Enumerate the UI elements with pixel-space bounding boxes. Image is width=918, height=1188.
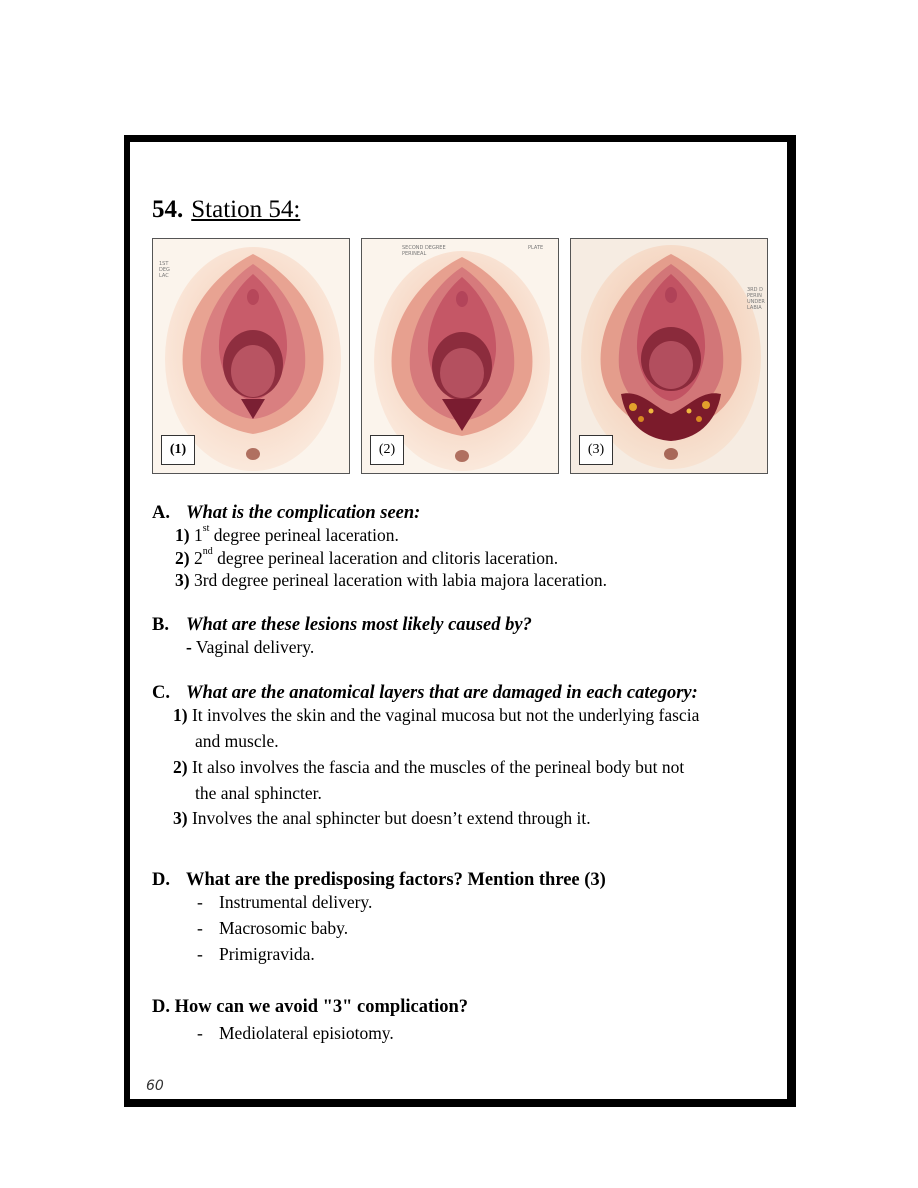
answer-a-2-ordinal: 2 xyxy=(193,548,203,568)
answer-c-3-text: Involves the anal sphincter but doesn’t extend through it. xyxy=(191,808,591,828)
answer-c-2-num: 2) xyxy=(173,757,188,777)
answer-b-text: Vaginal delivery. xyxy=(195,637,315,657)
question-d-factors-text: What are the predisposing factors? Mention three (3) xyxy=(186,870,606,890)
figure-1 xyxy=(152,238,350,474)
answer-a-1-text: degree perineal laceration. xyxy=(209,525,399,545)
answer-c-3 xyxy=(173,808,591,829)
question-a-letter: A. xyxy=(152,503,170,523)
answer-d-factor-2-text: Macrosomic baby. xyxy=(219,918,349,938)
answer-d-factor-3: - Primigravida. xyxy=(197,944,315,964)
question-a xyxy=(152,503,420,524)
answer-c-2-line2: the anal sphincter. xyxy=(195,783,322,803)
answer-d-factor-2: - Macrosomic baby. xyxy=(197,918,349,938)
question-c xyxy=(152,683,698,704)
answer-d-avoid: - Mediolateral episiotomy. xyxy=(197,1023,394,1043)
answer-b-bullet: - xyxy=(186,637,192,657)
station-title: Station 54: xyxy=(191,196,301,223)
question-c-text: What are the anatomical layers that are damaged in each category: xyxy=(186,683,698,703)
figure-1-margin-note: 1ST DEG LAC xyxy=(159,261,170,279)
answer-a-3-num: 3) xyxy=(175,570,190,590)
answer-a-3-text: 3rd degree perineal laceration with labia majora laceration. xyxy=(193,570,607,590)
figure-2-top-caption: SECOND DEGREE PERINEAL xyxy=(402,245,446,257)
answer-a-2 xyxy=(175,548,558,569)
question-b xyxy=(152,615,532,636)
answer-a-3 xyxy=(175,570,607,591)
question-d-avoid xyxy=(152,997,468,1018)
answer-c-1-line1 xyxy=(173,705,699,726)
figure-3-label: (3) xyxy=(579,435,613,465)
question-d-avoid-text: How can we avoid "3" complication? xyxy=(174,997,469,1017)
question-d-factors-letter: D. xyxy=(152,870,170,890)
figure-3 xyxy=(570,238,768,474)
figure-1-label: (1) xyxy=(161,435,195,465)
figure-2-corner-text: PLATE xyxy=(528,245,544,251)
answer-a-1 xyxy=(175,525,399,546)
station-number: 54. xyxy=(152,196,184,223)
question-b-letter: B. xyxy=(152,615,169,635)
figure-3-margin-note: 3RD PERIN UNDER LABIA xyxy=(747,287,765,311)
question-d-avoid-letter: D. xyxy=(152,997,170,1017)
question-b-text: What are these lesions most likely caused by? xyxy=(186,615,532,635)
answer-c-2-line1 xyxy=(173,757,684,778)
answer-a-2-sup: nd xyxy=(202,546,213,557)
answer-a-1-sup: st xyxy=(202,523,210,534)
answer-c-1-num: 1) xyxy=(173,705,188,725)
page-number: 60 xyxy=(146,1078,164,1094)
answer-d-avoid-text: Mediolateral episiotomy. xyxy=(219,1023,394,1043)
answer-c-3-num: 3) xyxy=(173,808,188,828)
figure-2-label: (2) xyxy=(370,435,404,465)
question-a-text: What is the complication seen: xyxy=(186,503,421,523)
question-d-factors xyxy=(152,870,606,891)
answer-a-1-num: 1) xyxy=(175,525,190,545)
answer-d-factor-1: - Instrumental delivery. xyxy=(197,892,373,912)
answer-a-1-ordinal: 1 xyxy=(193,525,203,545)
figure-2 xyxy=(361,238,559,474)
answer-c-1-text: It involves the skin and the vaginal mucosa but not the underlying fascia xyxy=(191,705,700,725)
answer-c-2-text: It also involves the fascia and the muscles of the perineal body but not xyxy=(191,757,685,777)
answer-a-2-num: 2) xyxy=(175,548,190,568)
page-title xyxy=(152,194,300,226)
answer-b xyxy=(186,637,314,658)
question-c-letter: C. xyxy=(152,683,170,703)
answer-c-1-line2: and muscle. xyxy=(195,731,279,751)
answer-a-2-text: degree perineal laceration and clitoris laceration. xyxy=(212,548,559,568)
answer-d-factor-3-text: Primigravida. xyxy=(219,944,315,964)
answer-d-factor-1-text: Instrumental delivery. xyxy=(219,892,373,912)
